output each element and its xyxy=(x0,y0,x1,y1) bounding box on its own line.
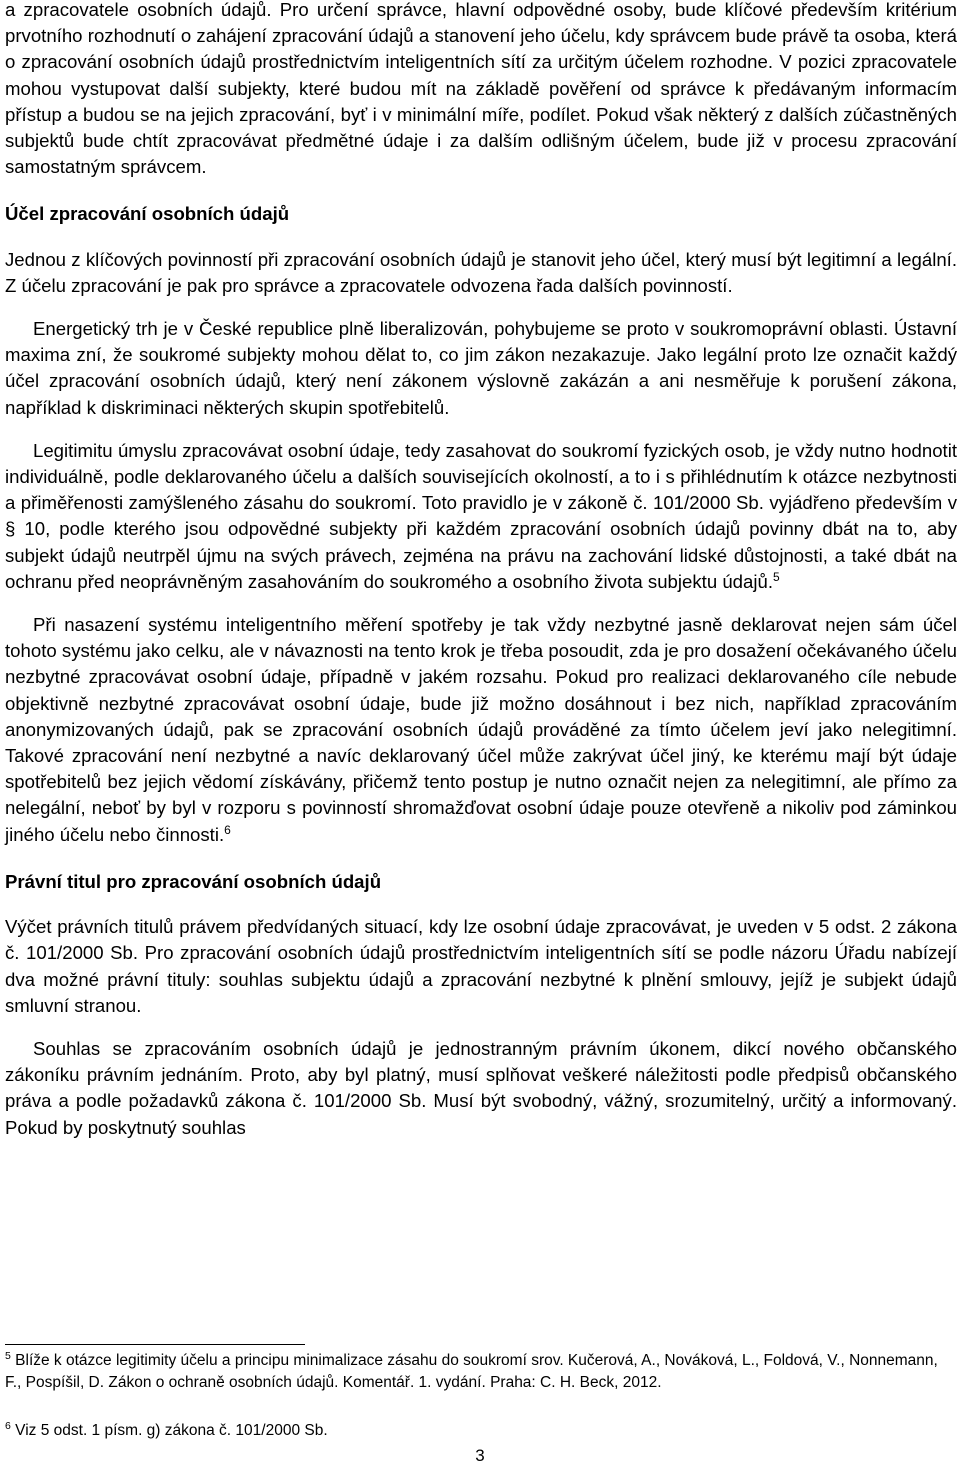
paragraph-text: Souhlas se zpracováním osobních údajů je jednostranným právním úkonem, dikcí nového občanského zákoníku právním jednáním. Proto, aby byl platný, musí splňovat veškeré náležitosti podle předpisů občanského práva a podle požadavků zákona č. 101/2000 Sb. Musí být svobodný, vážný, srozumitelný, určitý a informovaný. Pokud by poskytnutý souhlas xyxy=(5,1037,957,1138)
paragraph-controller-processor xyxy=(5,0,957,180)
footnote-text: Viz 5 odst. 1 písm. g) zákona č. 101/2000 Sb. xyxy=(15,1422,328,1439)
footnote-reference-6[interactable]: 6 xyxy=(224,822,231,837)
paragraph-energy-market xyxy=(5,316,957,421)
footnote-number: 6 xyxy=(5,1420,11,1432)
paragraph-text: Výčet právních titulů právem předvídaných situací, kdy lze osobní údaje zpracovávat, je uveden v 5 odst. 2 zákona č. 101/2000 Sb. Pro zpracování osobních údajů prostřednictvím inteligentních sítí se podle názoru Úřadu nabízejí dva možné právní tituly: souhlas subjektu údajů a zpracování nezbytné k plnění smlouvy, jejíž je subjekt údajů smluvní stranou. xyxy=(5,916,957,1016)
footnote-reference-5[interactable]: 5 xyxy=(773,569,780,584)
heading-purpose: Účel zpracování osobních údajů xyxy=(5,203,290,225)
paragraph-text: Legitimitu úmyslu zpracovávat osobní údaje, tedy zasahovat do soukromí fyzických osob, je vždy nutno hodnotit individuálně, podle deklarovaného účelu a dalších souvisejících okolností, a to i s přihlédnutím k otázce nezbytnosti a přiměřenosti zamýšleného zásahu do soukromí. Toto pravidlo je v zákoně č. 101/2000 Sb. vyjádřeno především v § 10, podle kterého jsou odpovědné subjekty při každém zpracování osobních údajů povinny dbát na to, aby subjekt údajů neutrpěl újmu na svých právech, zejména na právu na zachování lidské důstojnosti, a také dbát na ochranu před neoprávněným zasahováním do soukromého a osobního života subjektu údajů. xyxy=(5,439,957,592)
paragraph-purpose-duty xyxy=(5,247,957,299)
paragraph-consent xyxy=(5,1036,957,1141)
footnote-separator xyxy=(5,1344,305,1345)
footnote-5 xyxy=(5,1350,945,1393)
paragraph-smart-metering xyxy=(5,612,957,848)
paragraph-text: Energetický trh je v České republice plně liberalizován, pohybujeme se proto v soukromoprávní oblasti. Ústavní maxima zní, že soukromé subjekty mohou dělat to, co jim zákon nezakazuje. Jako legální proto lze označit každý účel zpracování osobních údajů, který není zákonem výslovně zakázán a ani nesměřuje k porušení zákona, například k diskriminaci některých skupin spotřebitelů. xyxy=(5,318,957,418)
paragraph-legal-titles xyxy=(5,914,957,1019)
paragraph-text: Jednou z klíčových povinností při zpracování osobních údajů je stanovit jeho účel, který musí být legitimní a legální. Z účelu zpracování je pak pro správce a zpracovatele odvozena řada dalších povinností. xyxy=(5,248,957,296)
footnote-6 xyxy=(5,1420,945,1442)
heading-legal-title: Právní titul pro zpracování osobních údajů xyxy=(5,870,382,892)
document-body xyxy=(5,0,957,1141)
paragraph-legitimacy xyxy=(5,438,957,595)
paragraph-text: Při nasazení systému inteligentního měření spotřeby je tak vždy nezbytné jasně deklarovat nejen sám účel tohoto systému jako celku, ale v návaznosti na tento krok je třeba posoudit, zda je pro dosažení očekávaného účelu nezbytné zpracovávat osobní údaje, případně v jakém rozsahu. Pokud pro realizaci deklarovaného cíle nebude objektivně nezbytné zpracovávat osobní údaje, bude již možno dosáhnout i bez nich, například zpracováním anonymizovaných údajů, pak se zpracování osobních údajů prováděné za tímto účelem jeví jako nelegitimní. Takové zpracování není nezbytné a navíc deklarovaný účel může zakrývat účel jiný, ke kterému mají být údaje spotřebitelů bez jejich vědomí získávány, přičemž tento postup je nutno označit nejen za nelegitimní, ale přímo za nelegální, neboť by byl v rozporu s povinností shromažďovat osobní údaje pouze otevřeně a nikoliv pod záminkou jiného účelu nebo činnosti. xyxy=(5,614,957,845)
footnote-number: 5 xyxy=(5,1350,11,1362)
footnote-text: Blíže k otázce legitimity účelu a principu minimalizace zásahu do soukromí srov. Kučerová, A., Nováková, L., Foldová, V., Nonnemann, F., Pospíšil, D. Zákon o ochraně osobních údajů. Komentář. 1. vydání. Praha: C. H. Beck, 2012. xyxy=(5,1352,938,1391)
page-number: 3 xyxy=(475,1446,485,1465)
paragraph-text: a zpracovatele osobních údajů. Pro určení správce, hlavní odpovědné osoby, bude klíčové především kritérium prvotního rozhodnutí o zahájení zpracování údajů a stanovení jeho účelu, kdy správcem bude právě ta osoba, která o zpracování osobních údajů prostřednictvím inteligentních sítí za určitým účelem rozhodne. V pozici zpracovatele mohou vystupovat další subjekty, které budou mít na základě pověření od správce k předávaným informacím přístup a budou se na jejich zpracování, byť i v minimální míře, podílet. Pokud však některý z dalších zúčastněných subjektů bude chtít zpracovávat předmětné údaje i za dalším odlišným účelem, bude již v procesu zpracování samostatným správcem. xyxy=(5,0,957,178)
